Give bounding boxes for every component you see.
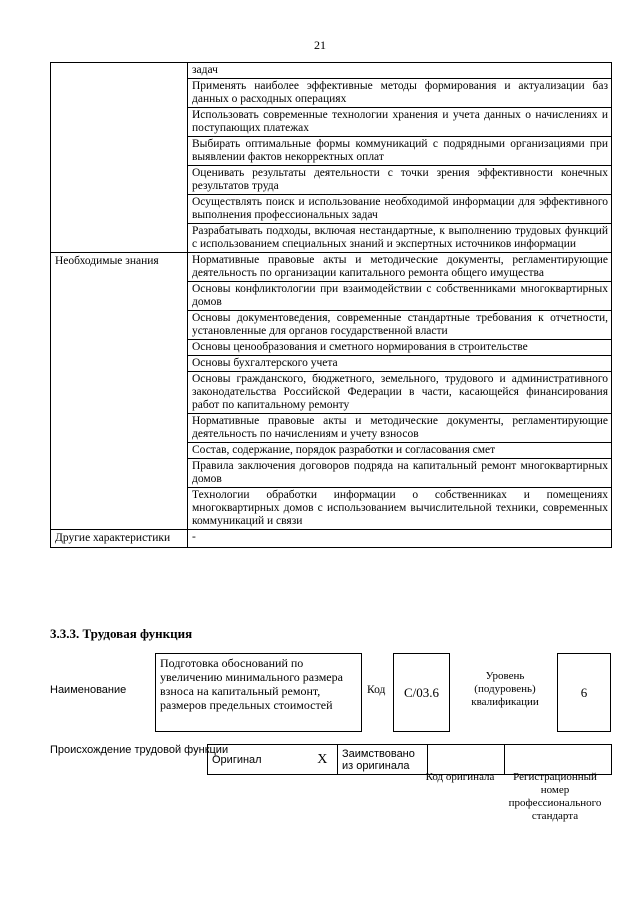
knowledge-item: Правила заключения договоров подряда на капитальный ремонт многоквартирных домов [188,459,612,488]
borrowed-label: Заимствовано из оригинала [338,745,428,775]
knowledge-item: Основы документоведения, современные стандартные требования к отчетности, установленные для органов государственной власти [188,311,612,340]
table-row [51,311,612,340]
section-heading: 3.3.3. Трудовая функция [50,626,193,641]
knowledge-item: Основы ценообразования и сметного нормирования в строительстве [188,340,612,356]
table-row [51,530,612,548]
function-name-box: Подготовка обоснований по увеличению минимального размера взноса на капитальный ремонт, размеров предельных стоимостей [155,653,362,732]
skill-item: Оценивать результаты деятельности с точки зрения эффективности конечных результатов труда [188,166,612,195]
knowledge-item: Основы конфликтологии при взаимодействии с собственниками многоквартирных домов [188,282,612,311]
original-code-cell [428,745,505,775]
table-row [51,443,612,459]
page-number: 21 [314,38,326,52]
level-label: Уровень (подуровень) квалификации [471,670,539,708]
table-row [51,195,612,224]
skill-item: Выбирать оптимальные формы коммуникаций с подрядными организациями при выявлении фактов некорректных оплат [188,137,612,166]
table-row [51,372,612,414]
table-row [51,166,612,195]
skill-item: Использовать современные технологии хранения и учета данных о начислениях и поступающих платежах [188,108,612,137]
skills-label-cell [51,63,188,79]
other-characteristics-label: Другие характеристики [51,530,188,548]
name-label: Наименование [50,684,127,696]
table-row [51,137,612,166]
skill-item: Осуществлять поиск и использование необходимой информации для эффективного выполнения профессиональных задач [188,195,612,224]
knowledge-item: Технологии обработки информации о собственниках и помещениях многоквартирных домов с использованием вычислительной техники, современных коммуникаций и связи [188,488,612,530]
level-box: 6 [557,653,611,732]
table-row [51,63,612,79]
code-label: Код [367,684,386,696]
registration-number-caption: Регистрационный номер профессионального стандарта [508,771,602,822]
skill-item: Применять наиболее эффективные методы формирования и актуализации баз данных о расходных операциях [188,79,612,108]
other-characteristics-value: - [188,530,612,548]
knowledge-item: Основы гражданского, бюджетного, земельного, трудового и административного законодательства Российской Федерации в части, касающейся финансирования работ по капитальному ремонту [188,372,612,414]
original-code-caption: Код оригинала [425,771,495,783]
table-row [51,282,612,311]
table-row [51,459,612,488]
table-row [51,414,612,443]
knowledge-item: Нормативные правовые акты и методические документы, регламентирующие деятельность по организации капитального ремонта общего имущества [188,253,612,282]
requirements-table [50,62,612,548]
table-row [51,253,612,282]
registration-number-cell [505,745,612,775]
table-row [51,108,612,137]
origin-label: Происхождение трудовой функции [50,744,229,756]
skill-item: Разрабатывать подходы, включая нестандартные, к выполнению трудовых функций с использованием специальных знаний и экспертных источников информации [188,224,612,253]
code-box: С/03.6 [393,653,450,732]
knowledge-item: Состав, содержание, порядок разработки и согласования смет [188,443,612,459]
table-row [51,79,612,108]
table-row [51,340,612,356]
original-label: Оригинал [208,745,308,775]
table-row [51,488,612,530]
knowledge-label: Необходимые знания [51,253,188,282]
original-mark: X [308,745,338,775]
skill-item: задач [188,63,612,79]
table-row [51,224,612,253]
table-row [208,745,612,775]
table-row [51,356,612,372]
knowledge-item: Нормативные правовые акты и методические документы, регламентирующие деятельность по начислениям и учету взносов [188,414,612,443]
knowledge-item: Основы бухгалтерского учета [188,356,612,372]
